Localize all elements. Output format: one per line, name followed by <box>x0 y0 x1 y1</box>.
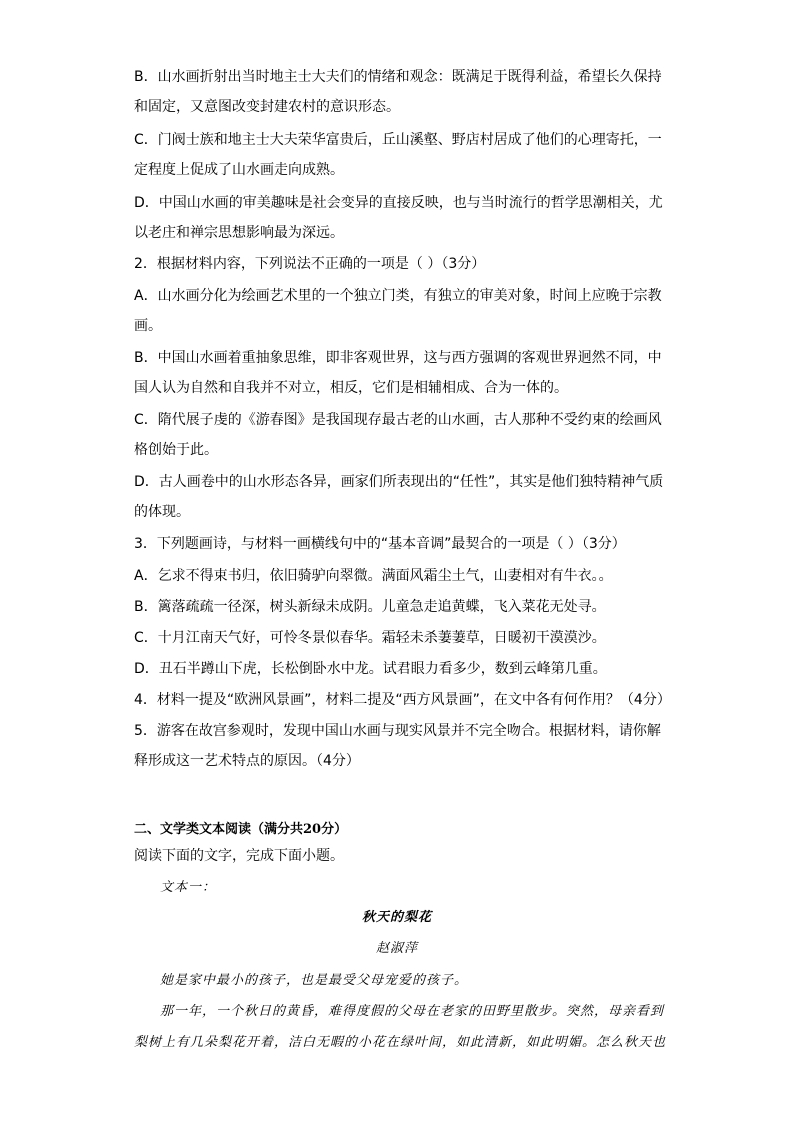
question-stem: 2．根据材料内容，下列说法不正确的一项是（ ）（3分） <box>134 256 486 272</box>
story-paragraph: 梨树上有几朵梨花开着，洁白无暇的小花在绿叶间，如此清新，如此明媚。怎么秋天也 <box>134 1035 667 1050</box>
section-heading: 二、文学类文本阅读（满分共20分） <box>134 822 348 837</box>
option-line: D．中国山水画的审美趣味是社会变异的直接反映，也与当时流行的哲学思潮相关，尤 <box>134 195 663 211</box>
option-line: A．山水画分化为绘画艺术里的一个独立门类，有独立的审美对象，时间上应晚于宗教 <box>134 288 662 304</box>
option-line: B．山水画折射出当时地主士大夫们的情绪和观念：既满足于既得利益，希望长久保持 <box>134 69 662 85</box>
option-line: 以老庄和禅宗思想影响最为深远。 <box>134 225 344 241</box>
option-line: 的体现。 <box>134 504 190 520</box>
option-line: 画。 <box>134 318 162 334</box>
option-line: 格创始于此。 <box>134 442 218 458</box>
option-line: C．门阀士族和地主士大夫荣华富贵后，丘山溪壑、野店村居成了他们的心理寄托，一 <box>134 132 662 148</box>
instruction-text: 阅读下面的文字，完成下面小题。 <box>134 848 344 864</box>
option-line: B．中国山水画着重抽象思维，即非客观世界，这与西方强调的客观世界迥然不同，中 <box>134 350 662 366</box>
option-line: C．十月江南天气好，可怜冬景似春华。霜轻未杀萋萋草，日暖初干漠漠沙。 <box>134 630 606 646</box>
option-line: 和固定，又意图改变封建农村的意识形态。 <box>134 99 400 115</box>
option-line: 国人认为自然和自我并不对立，相反，它们是相辅相成、合为一体的。 <box>134 380 568 396</box>
option-line: C．隋代展子虔的《游春图》是我国现存最古老的山水画，古人那种不受约束的绘画风 <box>134 412 662 428</box>
option-line: D．古人画卷中的山水形态各异，画家们所表现出的“任性”，其实是他们独特精神气质 <box>134 474 664 490</box>
story-paragraph: 那一年，一个秋日的黄昏，难得度假的父母在老家的田野里散步。突然，母亲看到 <box>160 1004 665 1019</box>
option-line: D．丑石半蹲山下虎，长松倒卧水中龙。试君眼力看多少，数到云峰第几重。 <box>134 661 607 677</box>
question-stem: 释形成这一艺术特点的原因。（4分） <box>134 753 360 769</box>
text-label: 文本一： <box>160 880 217 895</box>
question-stem: 4．材料一提及“欧洲风景画”，材料二提及“西方风景画”，在文中各有何作用？（4分） <box>134 692 671 708</box>
option-line: A．乞求不得束书归，依旧骑驴向翠微。满面风霜尘土气，山妻相对有牛衣。。 <box>134 568 613 584</box>
question-stem: 3．下列题画诗，与材料一画横线句中的“基本音调”最契合的一项是（ ）（3分） <box>134 536 626 552</box>
story-author: 赵淑萍 <box>375 941 418 956</box>
option-line: B．篱落疏疏一径深，树头新绿未成阴。儿童急走追黄蝶，飞入菜花无处寻。 <box>134 599 606 615</box>
question-stem: 5．游客在故宫参观时，发现中国山水画与现实风景并不完全吻合。根据材料，请你解 <box>134 723 661 739</box>
story-title: 秋天的梨花 <box>361 910 432 925</box>
story-paragraph: 她是家中最小的孩子，也是最受父母宠爱的孩子。 <box>160 973 469 988</box>
option-line: 定程度上促成了山水画走向成熟。 <box>134 162 344 178</box>
